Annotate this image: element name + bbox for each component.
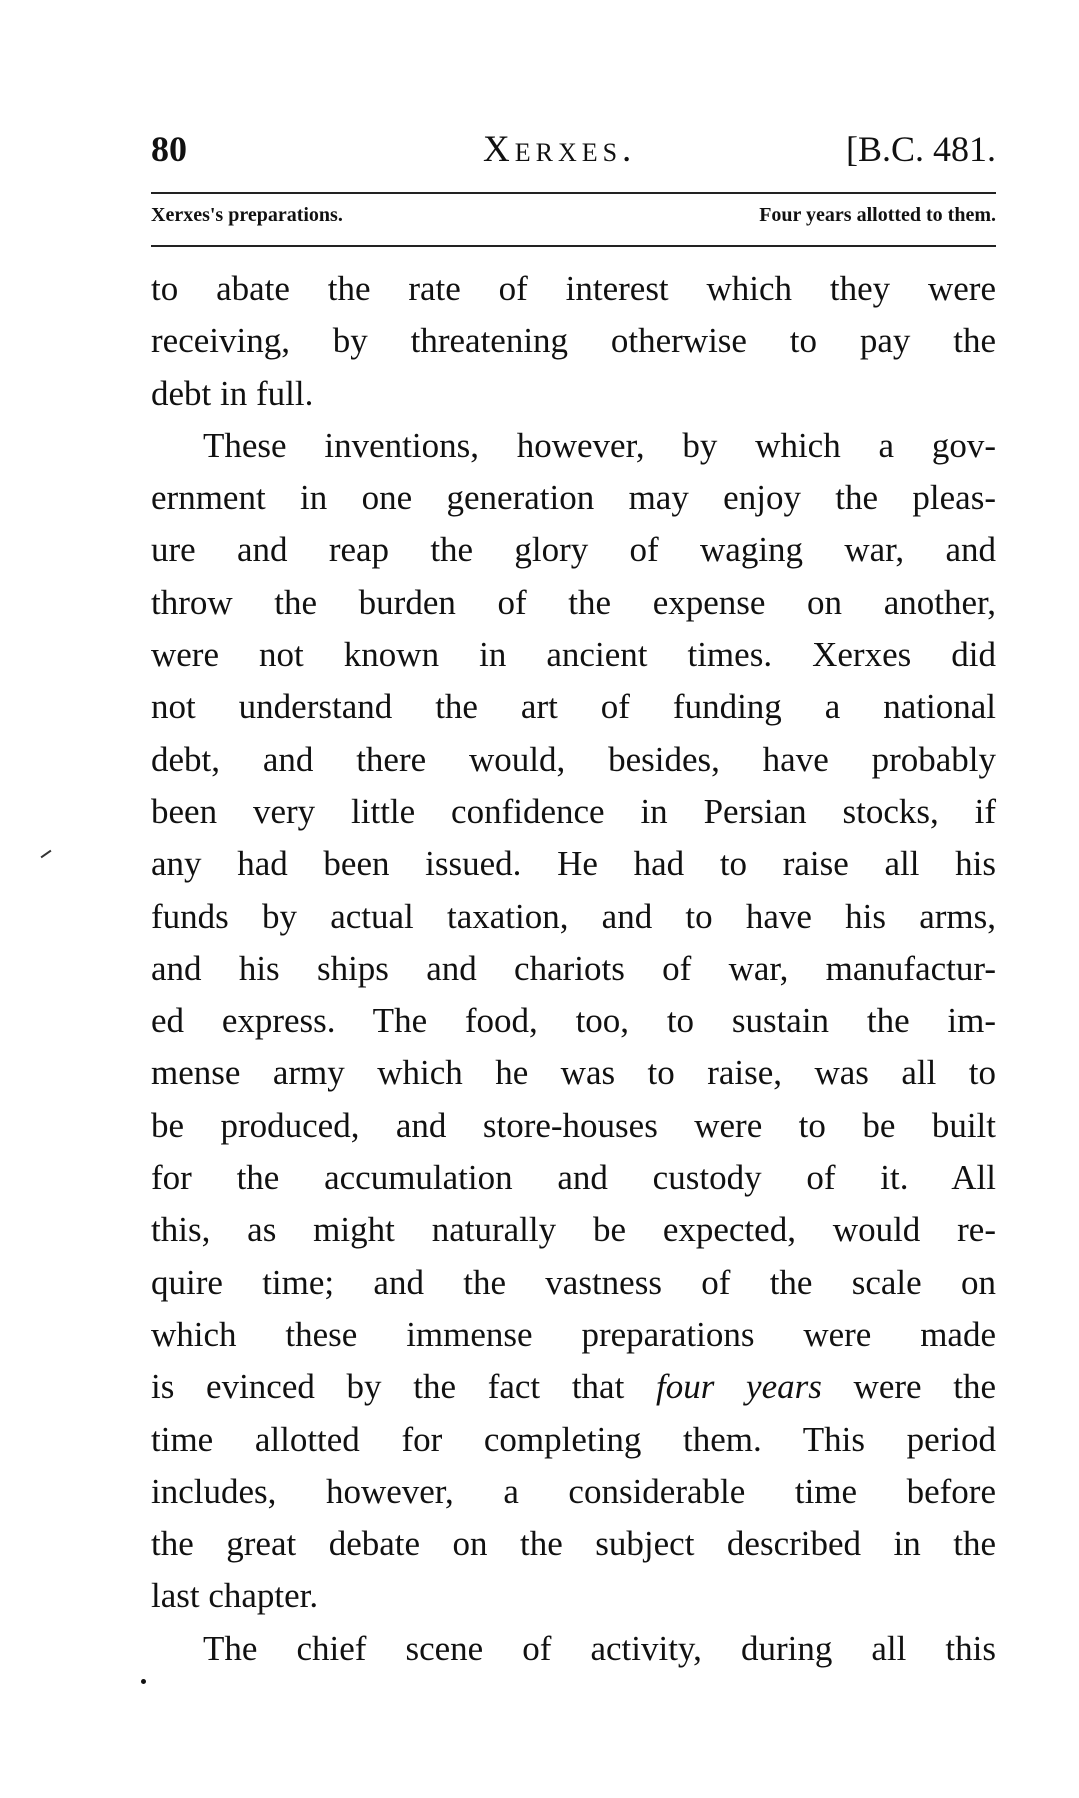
running-date: [B.C. 481. (845, 129, 996, 169)
body-text (151, 263, 996, 1675)
text-line: the great debate on the subject described in the (151, 1524, 996, 1564)
text-line: includes, however, a considerable time before (151, 1471, 996, 1511)
text-line: were not known in ancient times. Xerxes did (151, 635, 996, 675)
text-line: receiving, by threatening otherwise to pay the (151, 321, 996, 361)
text-line: These inventions, however, by which a gov- (203, 425, 996, 465)
text-line: for the accumulation and custody of it. All (151, 1158, 996, 1198)
text-segment: is evinced by the fact that (151, 1367, 656, 1407)
text-line: The chief scene of activity, during all this (203, 1628, 996, 1668)
text-line: debt in full. (151, 373, 314, 413)
text-segment: were the (821, 1367, 996, 1407)
text-line: throw the burden of the expense on another, (151, 582, 996, 622)
text-line: been very little confidence in Persian stocks, if (151, 791, 996, 831)
text-line: ure and reap the glory of waging war, and (151, 530, 996, 570)
text-line: mense army which he was to raise, was all to (151, 1053, 996, 1093)
margin-dot (141, 1679, 146, 1684)
text-line: ernment in one generation may enjoy the pleas- (151, 478, 996, 518)
text-line: funds by actual taxation, and to have his arms, (151, 896, 996, 936)
text-line: this, as might naturally be expected, would re- (151, 1210, 996, 1250)
text-line: not understand the art of funding a national (151, 687, 996, 727)
text-line: any had been issued. He had to raise all his (151, 844, 996, 884)
running-head (151, 128, 996, 178)
text-line: last chapter. (151, 1576, 319, 1616)
text-line: debt, and there would, besides, have probably (151, 739, 996, 779)
text-line: quire time; and the vastness of the scale on (151, 1262, 996, 1302)
page-number: 80 (151, 129, 187, 169)
header-rule (151, 192, 996, 194)
sidenote-left: Xerxes's preparations. (151, 204, 343, 226)
running-title: Xerxes. (483, 129, 637, 170)
text-line: which these immense preparations were made (151, 1314, 996, 1354)
text-line-with-italic (151, 1361, 996, 1413)
italic-emphasis: four years (656, 1367, 822, 1407)
text-line: to abate the rate of interest which they were (151, 269, 996, 308)
sidenote-rule (151, 245, 996, 247)
text-line: ed express. The food, too, to sustain the im- (151, 1001, 996, 1041)
margin-mark (41, 850, 52, 859)
text-line: be produced, and store-houses were to be built (151, 1105, 996, 1145)
text-line: and his ships and chariots of war, manufactur- (151, 948, 996, 988)
sidenote-right: Four years allotted to them. (759, 204, 996, 226)
sidenotes (151, 204, 996, 234)
text-line: time allotted for completing them. This period (151, 1419, 996, 1459)
